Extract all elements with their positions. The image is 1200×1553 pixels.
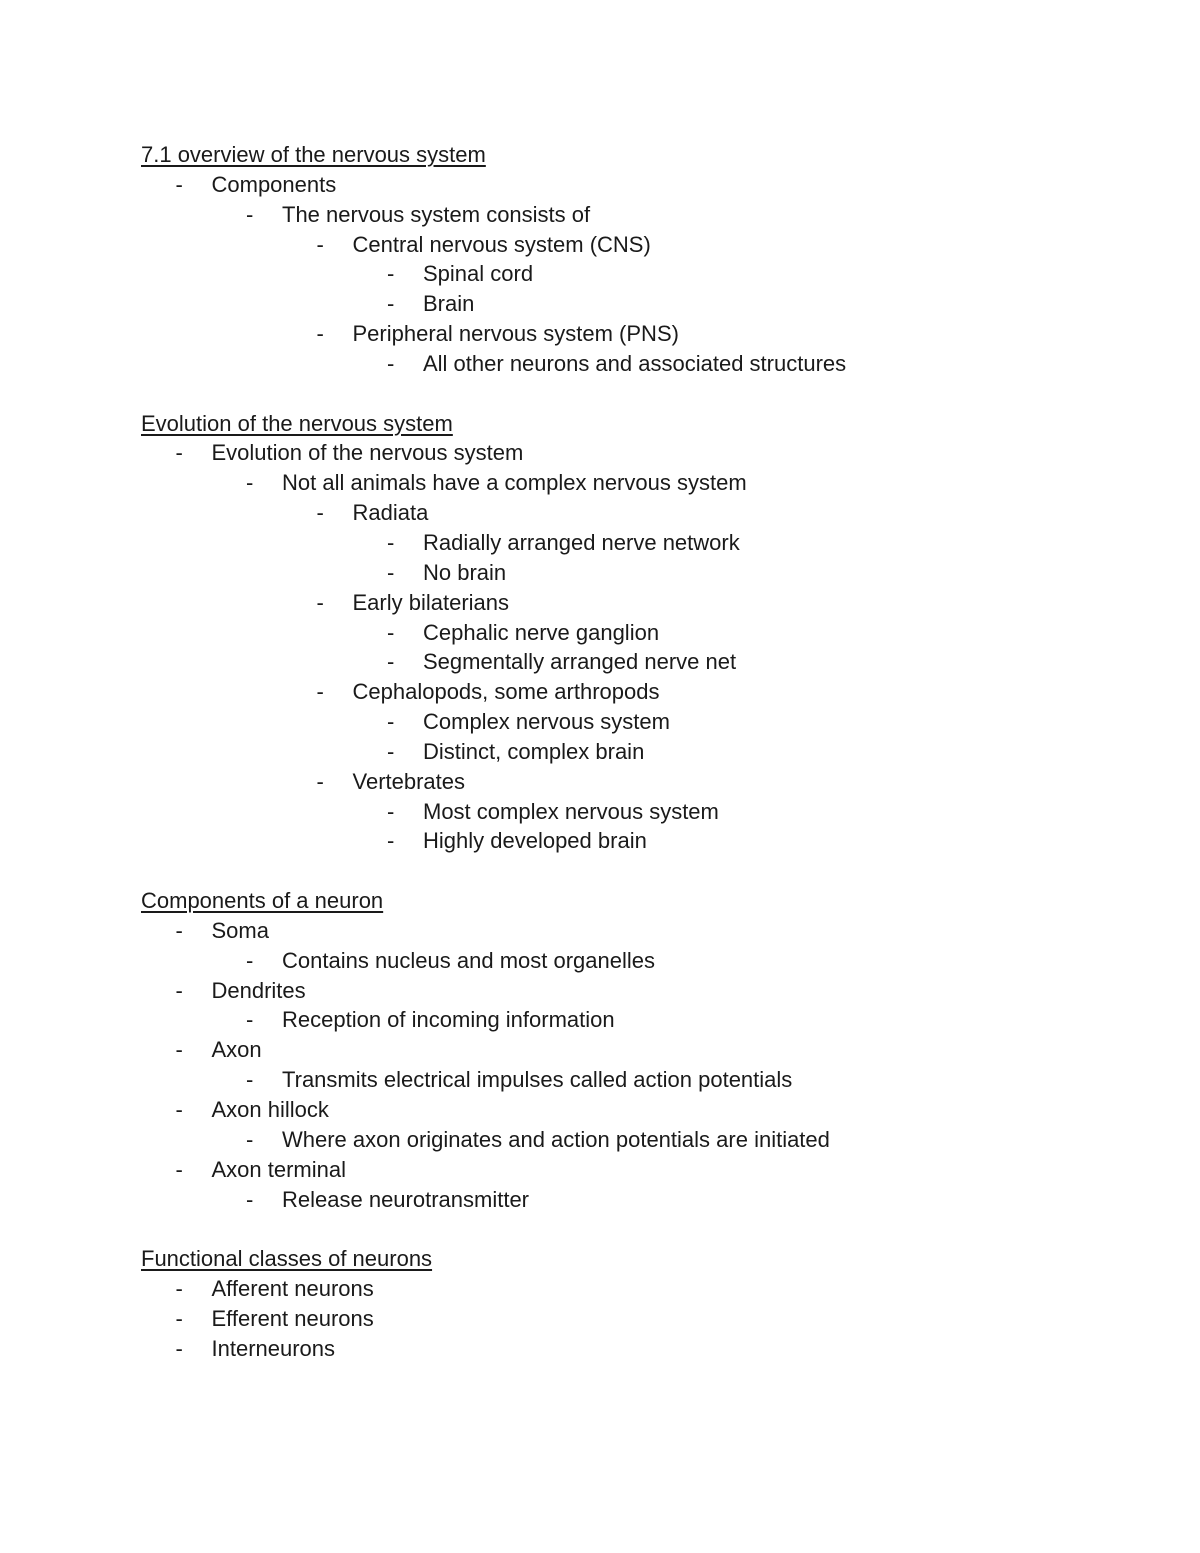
bullet-dash: - <box>387 649 395 675</box>
bullet-text: Spinal cord <box>423 261 534 287</box>
bullet-text: Radiata <box>352 500 429 526</box>
bullet-item-level-1 <box>141 1274 1160 1304</box>
bullet-dash: - <box>387 709 395 735</box>
section <box>141 886 1160 1214</box>
bullet-dash: - <box>387 738 395 764</box>
bullet-text: Vertebrates <box>352 768 466 794</box>
bullet-text: Reception of incoming information <box>282 1007 615 1033</box>
section <box>141 1244 1160 1363</box>
bullet-dash: - <box>175 1335 183 1361</box>
bullet-item-level-1 <box>141 1155 1160 1185</box>
section-heading: 7.1 overview of the nervous system <box>141 142 486 167</box>
bullet-item-level-4 <box>141 826 1160 856</box>
bullet-item-level-2 <box>141 1065 1160 1095</box>
bullet-dash: - <box>316 768 324 794</box>
bullet-dash: - <box>175 1276 183 1302</box>
bullet-text: Axon <box>211 1037 262 1063</box>
bullet-dash: - <box>246 947 254 973</box>
bullet-dash: - <box>387 619 395 645</box>
bullet-dash: - <box>246 1067 254 1093</box>
bullet-text: Soma <box>211 917 269 943</box>
bullet-item-level-2 <box>141 1185 1160 1215</box>
bullet-item-level-1 <box>141 170 1160 200</box>
bullet-dash: - <box>175 1037 183 1063</box>
bullet-text: Cephalopods, some arthropods <box>352 679 660 705</box>
bullet-text: Complex nervous system <box>423 709 670 735</box>
bullet-text: Segmentally arranged nerve net <box>423 649 737 675</box>
bullet-item-level-1 <box>141 438 1160 468</box>
bullet-item-level-4 <box>141 707 1160 737</box>
bullet-dash: - <box>387 261 395 287</box>
bullet-item-level-3 <box>141 498 1160 528</box>
bullet-item-level-3 <box>141 767 1160 797</box>
bullet-text: All other neurons and associated structures <box>423 350 847 376</box>
bullet-text: Central nervous system (CNS) <box>352 231 651 257</box>
bullet-dash: - <box>246 201 254 227</box>
bullet-dash: - <box>175 1097 183 1122</box>
bullet-text: Components <box>211 171 337 197</box>
bullet-item-level-4 <box>141 737 1160 767</box>
bullet-text: Afferent neurons <box>211 1276 374 1302</box>
bullet-dash: - <box>316 500 324 526</box>
bullet-text: Where axon originates and action potentials are initiated <box>282 1126 830 1152</box>
bullet-item-level-2 <box>141 468 1160 498</box>
bullet-text: Not all animals have a complex nervous system <box>282 470 747 496</box>
bullet-text: Transmits electrical impulses called action potentials <box>282 1067 793 1093</box>
bullet-dash: - <box>246 1007 254 1033</box>
bullet-dash: - <box>175 977 183 1003</box>
bullet-item-level-2 <box>141 1125 1160 1155</box>
bullet-text: Brain <box>423 291 475 317</box>
bullet-text: Dendrites <box>211 977 306 1003</box>
bullet-dash: - <box>316 679 324 705</box>
bullet-dash: - <box>175 917 183 943</box>
bullet-dash: - <box>175 171 183 197</box>
bullet-dash: - <box>175 440 183 466</box>
bullet-text: No brain <box>423 559 507 585</box>
bullet-dash: - <box>387 291 395 317</box>
bullet-item-level-2 <box>141 946 1160 976</box>
bullet-text: The nervous system consists of <box>282 201 591 227</box>
bullet-dash: - <box>316 589 324 615</box>
document-page <box>141 140 1160 1393</box>
bullet-item-level-4 <box>141 259 1160 289</box>
bullet-item-level-2 <box>141 1005 1160 1035</box>
bullet-text: Radially arranged nerve network <box>423 529 740 555</box>
bullet-item-level-4 <box>141 558 1160 588</box>
bullet-dash: - <box>387 529 395 555</box>
bullet-item-level-4 <box>141 528 1160 558</box>
bullet-item-level-4 <box>141 618 1160 648</box>
bullet-dash: - <box>316 231 324 257</box>
bullet-text: Contains nucleus and most organelles <box>282 947 656 973</box>
bullet-dash: - <box>387 798 395 824</box>
bullet-item-level-3 <box>141 588 1160 618</box>
bullet-item-level-3 <box>141 319 1160 349</box>
bullet-item-level-4 <box>141 797 1160 827</box>
section-heading: Evolution of the nervous system <box>141 410 453 436</box>
bullet-item-level-3 <box>141 230 1160 260</box>
bullet-dash: - <box>387 828 395 854</box>
bullet-item-level-1 <box>141 916 1160 946</box>
bullet-dash: - <box>387 559 395 585</box>
section <box>141 409 1160 857</box>
bullet-text: Cephalic nerve ganglion <box>423 619 660 645</box>
section-heading: Components of a neuron <box>141 888 384 914</box>
bullet-item-level-1 <box>141 1304 1160 1334</box>
bullet-item-level-4 <box>141 289 1160 319</box>
bullet-text: Most complex nervous system <box>423 798 719 824</box>
bullet-item-level-1 <box>141 1035 1160 1065</box>
bullet-text: Interneurons <box>211 1335 336 1361</box>
bullet-text: Highly developed brain <box>423 828 647 854</box>
bullet-item-level-1 <box>141 976 1160 1006</box>
bullet-text: Distinct, complex brain <box>423 738 645 764</box>
section <box>141 140 1160 379</box>
bullet-text: Evolution of the nervous system <box>211 440 524 466</box>
bullet-item-level-4 <box>141 349 1160 379</box>
bullet-dash: - <box>246 1186 254 1212</box>
bullet-text: Efferent neurons <box>211 1305 374 1331</box>
bullet-dash: - <box>246 470 254 496</box>
section-heading: Functional classes of neurons <box>141 1246 433 1272</box>
bullet-dash: - <box>246 1126 254 1152</box>
bullet-text: Peripheral nervous system (PNS) <box>352 321 679 347</box>
bullet-dash: - <box>316 321 324 347</box>
bullet-item-level-4 <box>141 647 1160 677</box>
bullet-dash: - <box>175 1305 183 1331</box>
bullet-text: Axon hillock <box>211 1097 329 1122</box>
bullet-dash: - <box>387 350 395 376</box>
bullet-text: Early bilaterians <box>352 589 510 615</box>
bullet-item-level-3 <box>141 677 1160 707</box>
bullet-text: Axon terminal <box>211 1156 347 1182</box>
bullet-item-level-2 <box>141 200 1160 230</box>
bullet-item-level-1 <box>141 1334 1160 1364</box>
bullet-item-level-1 <box>141 1095 1160 1125</box>
bullet-text: Release neurotransmitter <box>282 1186 530 1212</box>
bullet-dash: - <box>175 1156 183 1182</box>
